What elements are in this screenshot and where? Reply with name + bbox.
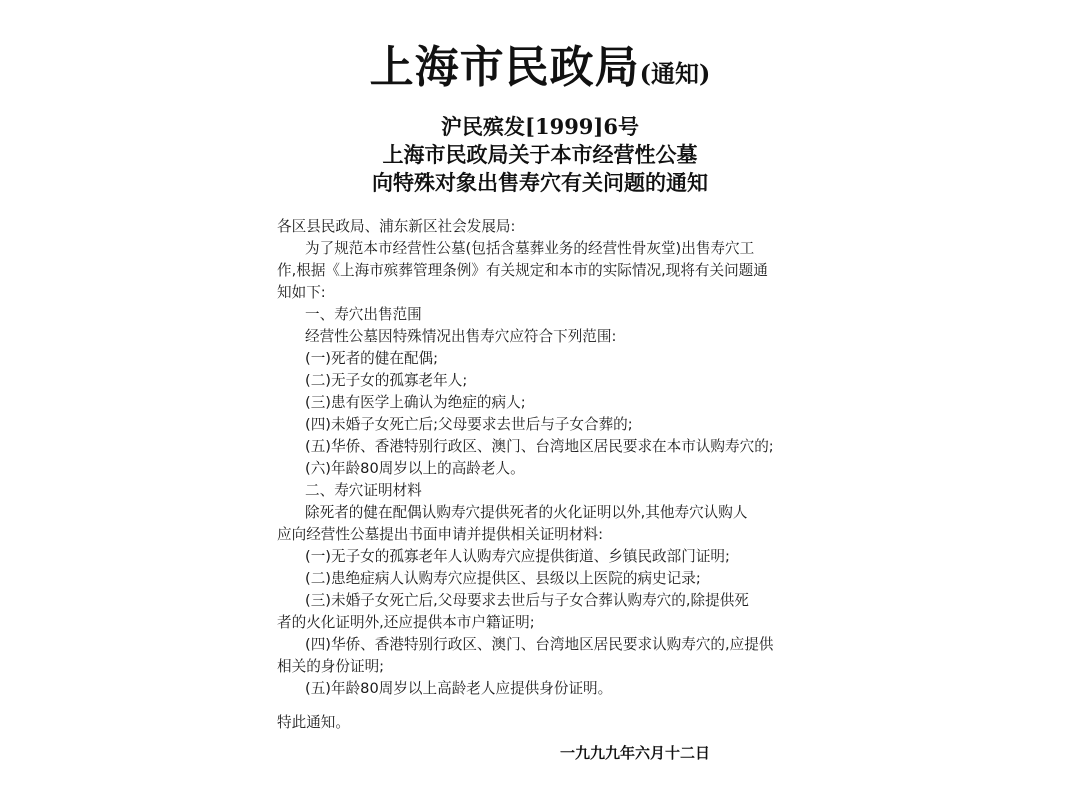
section-2-intro-line-2: 应向经营性公墓提出书面申请并提供相关证明材料: xyxy=(277,526,603,543)
section-1-title: 一、寿穴出售范围 xyxy=(305,306,422,323)
intro-line-2: 作,根据《上海市殡葬管理条例》有关规定和本市的实际情况,现将有关问题通 xyxy=(277,262,768,279)
section-2-item-4-line-2: 相关的身份证明; xyxy=(277,658,385,675)
section-2-title: 二、寿穴证明材料 xyxy=(305,482,422,499)
section-1-item: (二)无子女的孤寡老年人; xyxy=(305,372,468,389)
section-2-item-4-line-1: (四)华侨、香港特别行政区、澳门、台湾地区居民要求认购寿穴的,应提供 xyxy=(305,636,774,653)
intro-line-3: 知如下: xyxy=(277,284,326,301)
document-number: 沪民殡发[1999]6号 xyxy=(441,114,639,139)
signature-date: 一九九九年六月十二日 xyxy=(560,744,711,762)
section-1-item: (五)华侨、香港特别行政区、澳门、台湾地区居民要求在本市认购寿穴的; xyxy=(305,438,774,455)
title-suffix: (通知) xyxy=(639,59,711,88)
title-main: 上海市民政局 xyxy=(369,42,640,93)
closing-text: 特此通知。 xyxy=(277,714,350,731)
section-2-item-3-line-1: (三)未婚子女死亡后,父母要求去世后与子女合葬认购寿穴的,除提供死 xyxy=(305,592,749,609)
section-1-item: (一)死者的健在配偶; xyxy=(305,350,439,367)
section-2-item-1: (一)无子女的孤寡老年人认购寿穴应提供街道、乡镇民政部门证明; xyxy=(305,548,730,565)
subtitle-line-1: 上海市民政局关于本市经营性公墓 xyxy=(382,142,698,167)
section-1-item: (六)年龄80周岁以上的高龄老人。 xyxy=(305,460,525,477)
section-2-item-2: (二)患绝症病人认购寿穴应提供区、县级以上医院的病史记录; xyxy=(305,570,701,587)
document-title xyxy=(0,38,1080,98)
section-2-intro-line-1: 除死者的健在配偶认购寿穴提供死者的火化证明以外,其他寿穴认购人 xyxy=(305,504,748,521)
intro-line-1: 为了规范本市经营性公墓(包括含墓葬业务的经营性骨灰堂)出售寿穴工 xyxy=(305,240,755,257)
subtitle-line-2: 向特殊对象出售寿穴有关问题的通知 xyxy=(372,170,708,195)
section-1-item: (三)患有医学上确认为绝症的病人; xyxy=(305,394,526,411)
section-2-item-3-line-2: 者的火化证明外,还应提供本市户籍证明; xyxy=(277,614,535,631)
section-1-intro: 经营性公墓因特殊情况出售寿穴应符合下列范围: xyxy=(305,328,617,345)
section-1-item: (四)未婚子女死亡后;父母要求去世后与子女合葬的; xyxy=(305,416,633,433)
salutation: 各区县民政局、浦东新区社会发展局: xyxy=(277,218,516,235)
section-2-item-5: (五)年龄80周岁以上高龄老人应提供身份证明。 xyxy=(305,680,613,697)
